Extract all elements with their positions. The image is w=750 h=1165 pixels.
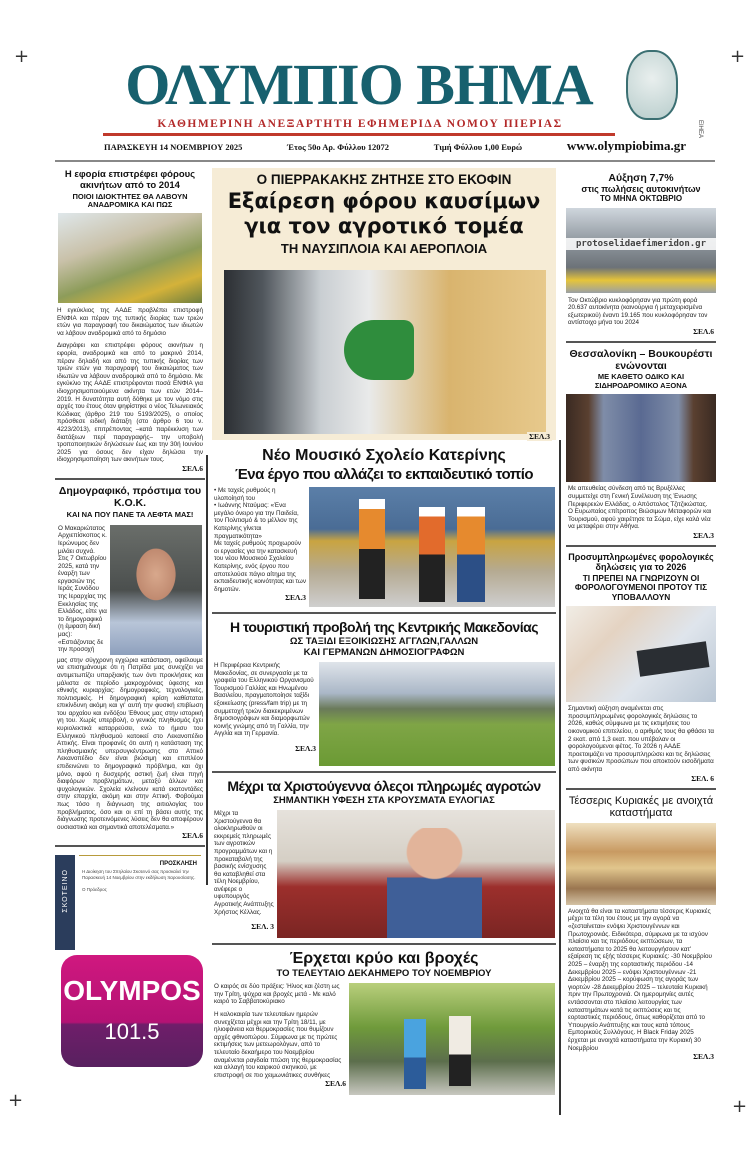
- walker-figure: [449, 1016, 471, 1086]
- article-body: [566, 485, 716, 540]
- worker-figure: [359, 499, 385, 599]
- body-text: Διαγράφει και επιστρέφει φόρους ακινήτων η εφορία, αναδρομικά και από το μακρινό 2014, πέραν δηλαδή και από της τυπικής διορίας των τριών ετών για παραγραφή του δικαιώματος των ιδιωτών να λάβουν αναδρομικά από το δημόσιο. Με εγκύκλιο της ΑΑΔΕ επιστρέφονται ποσά ΕΝΦΙΑ για ιδιοχρησιμοποιούμενα ακίνητα των ετών 2014–2019. Η δυνατότητα αυτή δόθηκε με τον νόμο στις αρχές του έτους όταν ψηφίστηκε ο νέος Τελωνειακός Κώδικας (άρθρο 219 του 5193/2025), ο οποίος πρόσθεσε ειδική διάταξη (στο άρθρο 6 του ν. 4223/2013), επιτρέποντας –κατά παρέκκλιση των διατάξεων περί παραγραφής– την υποβολή τροποποιητικών δηλώσεων έως και την 30ή Ιουνίου 2025 για όσους δεν είχαν δηλώσει την ιδιοχρησιμοποίηση των ακινήτων τους.: [57, 342, 203, 464]
- article-row: [212, 487, 556, 607]
- apartment-building-photo: [58, 213, 202, 303]
- page-ref: ΣΕΛ.3: [693, 1052, 714, 1062]
- kicker: ΜΕ ΚΑΘΕΤΟ ΟΔΙΚΟ ΚΑΙ ΣΙΔΗΡΟΔΡΟΜΙΚΟ ΑΞΟΝΑ: [594, 372, 688, 390]
- kicker-line1: ΩΣ ΤΑΞΙΔΙ ΕΞΟΙΚΙΩΣΗΣ ΑΓΓΛΩΝ,ΓΑΛΛΩΝ: [289, 636, 479, 648]
- article-sunday-shops[interactable]: [566, 795, 716, 820]
- calculator: [637, 641, 710, 676]
- issue-date: ΠΑΡΑΣΚΕΥΗ 14 ΝΟΕΜΒΡΙΟΥ 2025: [104, 142, 243, 152]
- worker-figure: [419, 507, 445, 602]
- minister-photo: [277, 810, 555, 938]
- kicker: ΣΗΜΑΝΤΙΚΗ ΥΦΕΣΗ ΣΤΑ ΚΡΟΥΣΜΑΤΑ ΕΥΛΟΓΙΑΣ: [273, 795, 495, 807]
- kicker: ΤΟ ΜΗΝΑ ΟΚΤΩΒΡΙΟ: [599, 194, 683, 204]
- headline: Θεσσαλονίκη – Βουκουρέστι ενώνονται: [569, 347, 713, 373]
- lead-text: Η εγκύκλιος της ΑΑΔΕ προβλέπει επιστροφή ΕΝΦΙΑ και πέραν της τυπικής διορίας των τριών ετών για παραγραφή του δικαιώματος των ιδιωτών να λάβουν αναδρομικά από το δημόσιο: [57, 307, 203, 337]
- page-ref: ΣΕΛ.3: [285, 593, 306, 603]
- crop-mark: +: [730, 46, 746, 67]
- divider: [55, 478, 205, 480]
- kicker: ΚΑΙ ΝΑ ΠΟΥ ΠΑΝΕ ΤΑ ΛΕΦΤΑ ΜΑΣ!: [66, 510, 194, 520]
- ad-signature: Ο Πρόεδρος: [82, 887, 107, 893]
- divider: [566, 341, 716, 343]
- headline: Προσυμπληρωμένες φορολογικές δηλώσεις για το 2026: [568, 551, 714, 573]
- construction-site-photo: [309, 487, 555, 607]
- article-property-tax[interactable]: [55, 170, 205, 210]
- page-ref: ΣΕΛ.3: [295, 743, 316, 753]
- issue-number: Έτος 50ο Αρ. Φύλλου 12072: [287, 142, 390, 152]
- website-link[interactable]: www.olympiobima.gr: [566, 138, 686, 153]
- headline: Τέσσερις Κυριακές με ανοιχτά καταστήματα: [568, 794, 714, 820]
- article-lead-row: [55, 525, 205, 655]
- article-body: [212, 810, 274, 931]
- article-row: [212, 983, 556, 1095]
- traffic-photo: [566, 208, 716, 293]
- page-ref: ΣΕΛ.6: [693, 326, 714, 336]
- article-thessaloniki-bucharest[interactable]: [566, 348, 716, 390]
- divider: [103, 133, 615, 136]
- kicker-line2: ΚΑΙ ΓΕΡΜΑΝΩΝ ΔΗΜΟΣΙΟΓΡΑΦΩΝ: [303, 647, 465, 659]
- headline-line2: για τον αγροτικό τομέα: [244, 213, 524, 238]
- issue-info-row: [104, 138, 686, 154]
- divider: [206, 455, 208, 885]
- headline: Έρχεται κρύο και βροχές: [289, 949, 479, 967]
- divider: [55, 160, 715, 162]
- headline-line2: Ένα έργο που αλλάζει το εκπαιδευτικό τοπίο: [234, 466, 534, 483]
- article-body: [212, 487, 306, 602]
- page-ref: ΣΕΛ. 6: [691, 773, 714, 783]
- page-ref: ΣΕΛ.6: [325, 1079, 346, 1089]
- street-walkers-photo: [349, 983, 555, 1095]
- article-demographics[interactable]: [55, 485, 205, 520]
- kicker: ΠΟΙΟΙ ΙΔΙΟΚΤΗΤΕΣ ΘΑ ΛΑΒΟΥΝ ΑΝΑΔΡΟΜΙΚΑ ΚΑΙ ΠΩΣ: [72, 191, 188, 210]
- statue-head-logo: [626, 50, 678, 120]
- article-body: [212, 983, 346, 1088]
- lead-text: Ο καιρός σε δύο πράξεις: Ήλιος και ζέστη ως την Τρίτη, ψύχρα και βροχές μετά - Με καλό καιρό το Σαββατοκύριακο: [214, 983, 340, 1006]
- overline: Ο ΠΙΕΡΡΑΚΑΚΗΣ ΖΗΤΗΣΕ ΣΤΟ ΕΚΟΦΙΝ: [256, 172, 512, 187]
- eihea-badge: ΕΙΗΕΑ: [697, 120, 703, 139]
- right-column: [566, 172, 716, 1061]
- divider: [212, 771, 556, 773]
- divider: [212, 943, 556, 945]
- divider: [55, 845, 205, 847]
- ad-brand: ΣΚΟΤΕΙΝΟ: [61, 869, 69, 913]
- crop-mark: +: [732, 1096, 748, 1117]
- body-text: Με ταχείς ρυθμούς προχωρούν οι εργασίες για την κατασκευή του νέου Μουσικού Σχολείου Κατερίνης, ενός έργου που αποτελούσε πάγιο αίτημα της εκπαιδευτικής κοινότητας και των δημοτών.: [214, 540, 306, 593]
- crop-mark: +: [14, 46, 30, 67]
- page-ref: ΣΕΛ.3: [693, 530, 714, 540]
- article-body: [566, 297, 716, 336]
- page-ref: ΣΕΛ. 3: [251, 922, 274, 932]
- fuel-nozzle: [344, 320, 414, 380]
- headline: Η τουριστική προβολή της Κεντρικής Μακεδονίας: [230, 619, 538, 635]
- video-conference-photo: [566, 394, 716, 482]
- page-ref: ΣΕΛ.3: [529, 432, 550, 441]
- divider: [566, 545, 716, 547]
- masthead-title: ΟΛΥΜΠΙΟ ΒΗΜΑ: [125, 52, 593, 117]
- kicker: ΤΟ ΤΕΛΕΥΤΑΙΟ ΔΕΚΑΗΜΕΡΟ ΤΟΥ ΝΟΕΜΒΡΙΟΥ: [276, 968, 492, 980]
- lead-story[interactable]: [212, 168, 556, 440]
- article-weather[interactable]: [212, 950, 556, 980]
- page-ref: ΣΕΛ.6: [182, 831, 203, 841]
- headline: Η εφορία επιστρέφει φόρους ακινήτων από το 2014: [64, 169, 196, 191]
- article-body: [566, 908, 716, 1061]
- body-text: Η Περιφέρεια Κεντρικής Μακεδονίας, σε συνεργασία με τα γραφεία του Ελληνικού Οργανισμού Τουρισμού Γαλλίας και Ηνωμένου Βασιλείου, πραγματοποίησε ταξίδι εξοικείωσης (press/fam trip) με τη συμμετοχή τριών διακεκριμένων δημοσιογράφων και διαμορφωτών κοινής γνώμης από τη Γαλλία, την Αγγλία και τη Γερμανία.: [214, 661, 314, 738]
- issue-price: Τιμή Φύλλου 1,00 Ευρώ: [433, 142, 523, 152]
- ad-text: Η Διοίκηση του Σπηλαίου Σκοτεινό σας προσκαλεί την Παρασκευή 14 Νοεμβρίου στην εκδήλωση παρουσίασης.: [82, 869, 196, 881]
- divider: [559, 440, 561, 1115]
- skoteino-ad-strip: [55, 855, 75, 950]
- article-car-sales[interactable]: [566, 172, 716, 204]
- article-farmer-payments[interactable]: [212, 778, 556, 807]
- body-text: Η καλοκαιρία των τελευταίων ημερών συνεχίζεται μέχρι και την Τρίτη 18/11, με ηλιοφάνεια και θερμοκρασίες που θυμίζουν αρχές φθινοπώρου. Σύμφωνα με τις πρώτες εκτιμήσεις των μετεωρολόγων, από το τελευταίο δεκαήμερο του Νοεμβρίου αναμένεται ραγδαία πτώση της θερμοκρασίας και αλλαγή του καιρικού σκηνικού, με επιστροφή σε πιο χειμωνιάτικες συνθήκες: [214, 1011, 342, 1079]
- radio-frequency: 101.5: [104, 1019, 160, 1045]
- headline-line1: Νέο Μουσικό Σχολείο Κατερίνης: [262, 447, 506, 464]
- masthead-subtitle: ΚΑΘΗΜΕΡΙΝΗ ΑΝΕΞΑΡΤΗΤΗ ΕΦΗΜΕΡΙΔΑ ΝΟΜΟΥ ΠΙΕΡΙΑΣ: [157, 118, 563, 130]
- divider: [212, 612, 556, 614]
- calculator-photo: [566, 606, 716, 702]
- ad-title: ΠΡΟΣΚΛΗΣΗ: [159, 861, 197, 868]
- article-body: [566, 705, 716, 782]
- headline-line1: Εξαίρεση φόρου καυσίμων: [227, 188, 541, 213]
- article-body: [55, 657, 205, 841]
- archbishop-photo: [110, 525, 202, 655]
- body-text: μας στην σύγχρονη εγχώρια κατάσταση, οφείλουμε να επισημάνουμε ότι η Πατρίδα μας συνεχίζει να αντιμετωπίζει υπαρξιακής των όντι προκλήσεις και μάλιστα σε περίοδο μακροχρόνιας ύφεσης και εθνικής κυριαρχίας: δημογραφικές, τεχνολογικές, πολιτισμικές. Η δημογραφική κρίση καθίσταται επικίνδυνη ακόμη και γι' αυτή την φυσική επιβίωση του αρχαίου και ενδόξου Έθνους μας στην ιστορική γη του. Χωρίς υπερβολή, ο γενικός πληθυσμός έχει κυριολεκτικά καταρρεύσει, ενώ το ήμισυ του Ελληνικού πληθυσμού κατοικεί στο Λεκανοπέδιο Αττικής. Είναι προφανές ότι αυτή η κατάσταση της πληθυσμιακής υπερσυγκέντρωσης στο Αττικό Λεκανοπέδιο δεν είναι βιώσιμη και επιπλέον επιδεινώνει το δημογραφικό πρόβλημα, και όχι μόνο, αφού η δυσχερής αστική ζωή είναι πηγή διαφόρων προβλημάτων, μεταξύ άλλων και ψυχολογικών. Σχολεία κλείνουν κατά εκατοντάδες στην επαρχία, ακόμη και στην Αττική. Φοβούμαι πως τόσο η διάγνωση της αιτιολογίας του προβλήματος, όσο και οι επί τη βάσει αυτής της διάγνωσης προτεινόμενες λύσεις δεν θα αποφέρουν ουσιαστικά και σημαντικά αποτελέσματα.»: [57, 656, 203, 831]
- bullet: • Με ταχείς ρυθμούς η υλοποίησή του: [214, 487, 276, 502]
- olympos-radio-logo[interactable]: [61, 955, 203, 1067]
- radio-name: OLYMPOS: [63, 975, 201, 1007]
- walker-figure: [404, 1019, 426, 1089]
- body-text: Σημαντική αύξηση αναμένεται στις προσυμπληρωμένες φορολογικές δηλώσεις το 2026, καθώς σύμφωνα με τις εκτιμήσεις του οικονομικού επιτελείου, ο αριθμός τους θα φθάσει τα 2 εκατ. από 1,3 εκατ. που υπέβαλαν οι φορολογούμενοι φέτος. Το 2026 η ΑΑΔΕ προετοιμάζει να προσυμπληρώσει και τις δηλώσεις των φυσικών προσώπων που αποκτούν εισοδήματα από ακίνητα: [568, 705, 714, 773]
- lead-text: Ο Μακαριώτατος Αρχιεπίσκοπος κ. Ιερώνυμος δεν μιλάει συχνά. Στις 7 Οκτωβρίου 2025, κατά την έναρξη των εργασιών της Ιεράς Συνόδου της Ιεραρχίας της Εκκλησίας της Ελλάδος, είπε για το δημογραφικό (η έμφαση δική μας): «Εστιάζοντας δε την προσοχή: [58, 524, 107, 654]
- watermark: protoselidaefimeridon.gr: [566, 238, 716, 250]
- kicker: ΤΙ ΠΡΕΠΕΙ ΝΑ ΓΝΩΡΙΖΟΥΝ ΟΙ ΦΟΡΟΛΟΓΟΥΜΕΝΟΙ ΠΡΟΤΟΥ ΤΙΣ ΥΠΟΒΑΛΛΟΥΝ: [574, 572, 708, 602]
- article-body: [55, 307, 205, 473]
- fuel-pump-photo: [224, 270, 546, 434]
- article-row: [212, 810, 556, 938]
- worker-figure: [457, 507, 485, 602]
- body-text: Τον Οκτώβριο κυκλοφόρησαν για πρώτη φορά 20.637 αυτοκίνητα (καινούργια ή μεταχειρισμένα εξωτερικού) έναντι 19.165 που κυκλοφόρησαν τον αντίστοιχο μήνα του 2024: [568, 296, 708, 327]
- center-column: [212, 446, 556, 1095]
- headline: Δημογραφικό, πρόστιμα του Κ.Ο.Κ.: [58, 484, 202, 510]
- ad-row: [55, 855, 205, 950]
- kicker: ΤΗ ΝΑΥΣΙΠΛΟΙΑ ΚΑΙ ΑΕΡΟΠΛΟΙΑ: [280, 240, 488, 256]
- countryside-walk-photo: [319, 662, 555, 766]
- headline: Μέχρι τα Χριστούγεννα όλεςοι πληρωμές αγροτών: [227, 777, 541, 794]
- headline-line2: στις πωλήσεις αυτοκινήτων: [581, 184, 701, 195]
- page-ref: ΣΕΛ.6: [182, 463, 203, 473]
- body-text: Ανοιχτά θα είναι τα καταστήματα τέσσερις Κυριακές μέχρι τα τέλη του έτους με την αγορά να «ζεσταίνεται» ενόψει Χριστουγέννων και Πρωτοχρονιάς. Ειδικότερα, σύμφωνα με τα ισχύον πλαίσιο και τις περιόδους εκπτώσεων, τα καταστήματα το 2025 θα λειτουργήσουν κατ' εξαίρεση τις εξής τέσσερις Κυριακές: -30 Νοεμβρίου 2025 – έναρξη της εορταστικής περιόδου -14 Δεκεμβρίου 2025 – ενόψει Χριστουγέννων -21 Δεκεμβρίου 2025 – κορύφωση της αγοράς των γιορτών -28 Δεκεμβρίου 2025 – τελευταία Κυριακή πριν την Πρωτοχρονιά. Οι ημερομηνίες αυτές εντάσσονται στο πλαίσιο λειτουργίας των καταστημάτων κατά τις εκπτώσεις και τις εορταστικές περιόδους, όπως καθορίζεται από το Υπουργείο Ανάπτυξης και τους κατά τόπους Εμπορικούς Συλλόγους. Η Black Friday 2025 έρχεται με ανοιχτά καταστήματα την Κυριακή 30 Νοεμβρίου: [568, 907, 712, 1052]
- article-music-school[interactable]: [212, 446, 556, 484]
- headline-line1: Αύξηση 7,7%: [608, 172, 674, 184]
- bullet: • Ιωάννης Νταύμας: «Ένα μεγάλο όνειρο για την Παιδεία, τον Πολιτισμό & το μέλλον της Κατερίνης γίνεται πραγματικότητα»: [214, 502, 299, 540]
- body-text: Με απευθείας σύνδεση από τις Βρυξέλλες συμμετείχε στη Γενική Συνέλευση της Ένωσης Περιφερειών Ελλάδας, ο Απόστολος Τζιτζικώστας. Ο Ευρωπαίος επίτροπος Βιώσιμων Μεταφορών και Τουρισμού, αφού χαιρέτησε τα Σώμα, είχε καλά νέα να μεταφέρει στην Αθήνα.: [568, 485, 712, 531]
- crop-mark: +: [8, 1090, 24, 1111]
- article-tourism[interactable]: [212, 619, 556, 659]
- left-column: [55, 170, 205, 1067]
- minister-figure: [387, 828, 482, 938]
- invitation-ad[interactable]: [79, 855, 201, 950]
- body-text: Μέχρι τα Χριστούγεννα θα ολοκληρωθούν οι εκκρεμείς πληρωμές των αγροτικών προγραμμάτων και η προκαταβολή της βασικής ενίσχυσης θα καταβληθεί στα τέλη Νοεμβρίου, ανέφερε ο υφυπουργός Αγροτικής Ανάπτυξης Χρήστος Κέλλας.: [214, 809, 274, 916]
- article-body: [212, 662, 316, 753]
- divider: [566, 788, 716, 790]
- shopping-mall-photo: [566, 823, 716, 905]
- article-row: [212, 662, 556, 766]
- article-tax-returns[interactable]: [566, 552, 716, 602]
